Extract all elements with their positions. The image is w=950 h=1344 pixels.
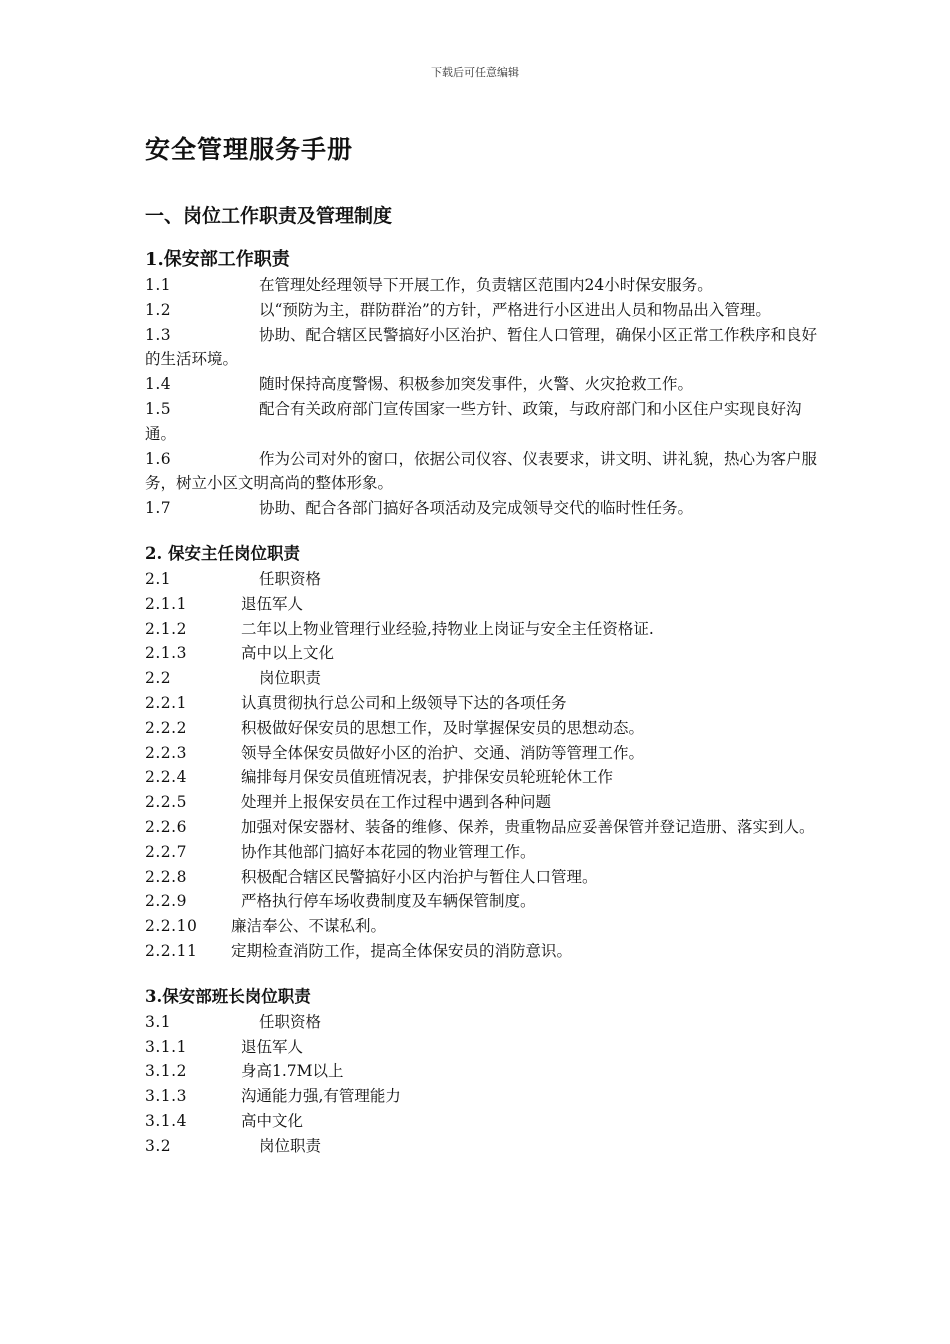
item-number: 1.7 (145, 499, 172, 518)
item-text: 协助、配合辖区民警搞好小区治护、暂住人口管理，确保小区正常工作秩序和良好的生活环境。 (145, 325, 818, 369)
item-number: 3.2 (145, 1136, 172, 1155)
item-number: 3.1.4 (145, 1111, 187, 1130)
list-item (145, 617, 825, 642)
list-item (145, 496, 825, 521)
item-text: 高中以上文化 (241, 644, 335, 663)
item-number: 2.2.4 (145, 768, 187, 787)
item-text: 领导全体保安员做好小区的治护、交通、消防等管理工作。 (241, 743, 645, 762)
item-text: 协助、配合各部门搞好各项活动及完成领导交代的临时性任务。 (259, 499, 694, 518)
item-text: 积极做好保安员的思想工作，及时掌握保安员的思想动态。 (241, 718, 645, 737)
item-number: 2.2.7 (145, 842, 187, 861)
list-item (145, 323, 825, 373)
list-item (145, 716, 825, 741)
item-number: 1.6 (145, 449, 172, 468)
sections (145, 247, 825, 1159)
item-text: 编排每月保安员值班情况表，护排保安员轮班轮休工作 (241, 768, 614, 787)
header-note: 下载后可任意编辑 (431, 66, 519, 79)
list-item (145, 691, 825, 716)
list-item (145, 666, 825, 691)
list-item (145, 567, 825, 592)
item-text: 身高1.7M以上 (241, 1062, 344, 1081)
list-item (145, 372, 825, 397)
item-text: 沟通能力强,有管理能力 (241, 1087, 401, 1106)
item-number: 2.2 (145, 669, 172, 688)
item-number: 2.1.3 (145, 644, 187, 663)
item-number: 3.1.1 (145, 1037, 187, 1056)
section-heading: 2. 保安主任岗位职责 (145, 543, 300, 563)
item-text: 积极配合辖区民警搞好小区内治护与暂住人口管理。 (241, 867, 598, 886)
item-number: 2.2.8 (145, 867, 187, 886)
list-item (145, 865, 825, 890)
item-text: 作为公司对外的窗口，依据公司仪容、仪表要求，讲文明、讲礼貌，热心为客户服务，树立小区文明高尚的整体形象。 (145, 449, 818, 493)
section-heading: 3.保安部班长岗位职责 (145, 986, 311, 1006)
item-text: 退伍军人 (241, 1037, 304, 1056)
item-number: 3.1.3 (145, 1087, 187, 1106)
list-item (145, 840, 825, 865)
item-text: 随时保持高度警惕、积极参加突发事件，火警、火灾抢救工作。 (259, 375, 694, 394)
list-item (145, 914, 825, 939)
list-item (145, 790, 825, 815)
section-heading: 1.保安部工作职责 (145, 249, 290, 270)
item-number: 2.2.6 (145, 817, 187, 836)
list-item (145, 273, 825, 298)
item-number: 2.1.2 (145, 619, 187, 638)
item-number: 2.2.3 (145, 743, 187, 762)
item-number: 2.2.2 (145, 718, 187, 737)
item-text: 以“预防为主，群防群治”的方针，严格进行小区进出人员和物品出入管理。 (259, 300, 771, 319)
list-item (145, 397, 825, 447)
list-item (145, 939, 825, 964)
item-number: 2.1.1 (145, 594, 187, 613)
section-items (145, 567, 825, 964)
item-text: 处理并上报保安员在工作过程中遇到各种问题 (241, 793, 552, 812)
list-item (145, 815, 825, 840)
item-text: 高中文化 (241, 1111, 304, 1130)
item-number: 1.3 (145, 325, 172, 344)
list-item (145, 298, 825, 323)
item-text: 二年以上物业管理行业经验,持物业上岗证与安全主任资格证. (241, 619, 654, 638)
list-item (145, 1059, 825, 1084)
item-number: 1.1 (145, 276, 172, 294)
item-number: 2.2.5 (145, 793, 187, 812)
list-item (145, 1010, 825, 1035)
item-text: 任职资格 (259, 1012, 322, 1031)
item-text: 退伍军人 (241, 594, 304, 613)
list-item (145, 889, 825, 914)
part-title: 一、岗位工作职责及管理制度 (145, 205, 393, 227)
item-number: 2.1 (145, 569, 172, 588)
item-number: 1.2 (145, 300, 172, 319)
item-text: 廉洁奉公、不谋私利。 (231, 917, 387, 936)
item-text: 认真贯彻执行总公司和上级领导下达的各项任务 (241, 693, 567, 712)
item-number: 2.2.9 (145, 892, 187, 911)
item-number: 3.1 (145, 1012, 172, 1031)
item-text: 配合有关政府部门宣传国家一些方针、政策，与政府部门和小区住户实现良好沟通。 (145, 399, 802, 443)
list-item (145, 1134, 825, 1159)
list-item (145, 641, 825, 666)
item-number: 2.2.11 (145, 941, 198, 960)
document-body (145, 132, 825, 1179)
list-item (145, 1109, 825, 1134)
list-item (145, 1035, 825, 1060)
item-number: 1.4 (145, 375, 172, 394)
list-item (145, 447, 825, 497)
item-number: 2.2.1 (145, 693, 187, 712)
item-text: 任职资格 (259, 569, 322, 588)
list-item (145, 741, 825, 766)
list-item (145, 765, 825, 790)
item-number: 1.5 (145, 399, 172, 418)
item-text: 岗位职责 (259, 669, 322, 688)
list-item (145, 1084, 825, 1109)
item-text: 加强对保安器材、装备的维修、保养，贵重物品应妥善保管并登记造册、落实到人。 (241, 817, 815, 836)
item-text: 定期检查消防工作，提高全体保安员的消防意识。 (231, 941, 573, 960)
list-item (145, 592, 825, 617)
item-text: 岗位职责 (259, 1136, 322, 1155)
section-items (145, 1010, 825, 1159)
document-title: 安全管理服务手册 (145, 135, 354, 164)
item-number: 2.2.10 (145, 917, 198, 936)
item-number: 3.1.2 (145, 1062, 187, 1081)
section-items (145, 273, 825, 521)
item-text: 协作其他部门搞好本花园的物业管理工作。 (241, 842, 536, 861)
item-text: 严格执行停车场收费制度及车辆保管制度。 (241, 892, 536, 911)
item-text: 在管理处经理领导下开展工作，负责辖区范围内24小时保安服务。 (259, 276, 713, 294)
